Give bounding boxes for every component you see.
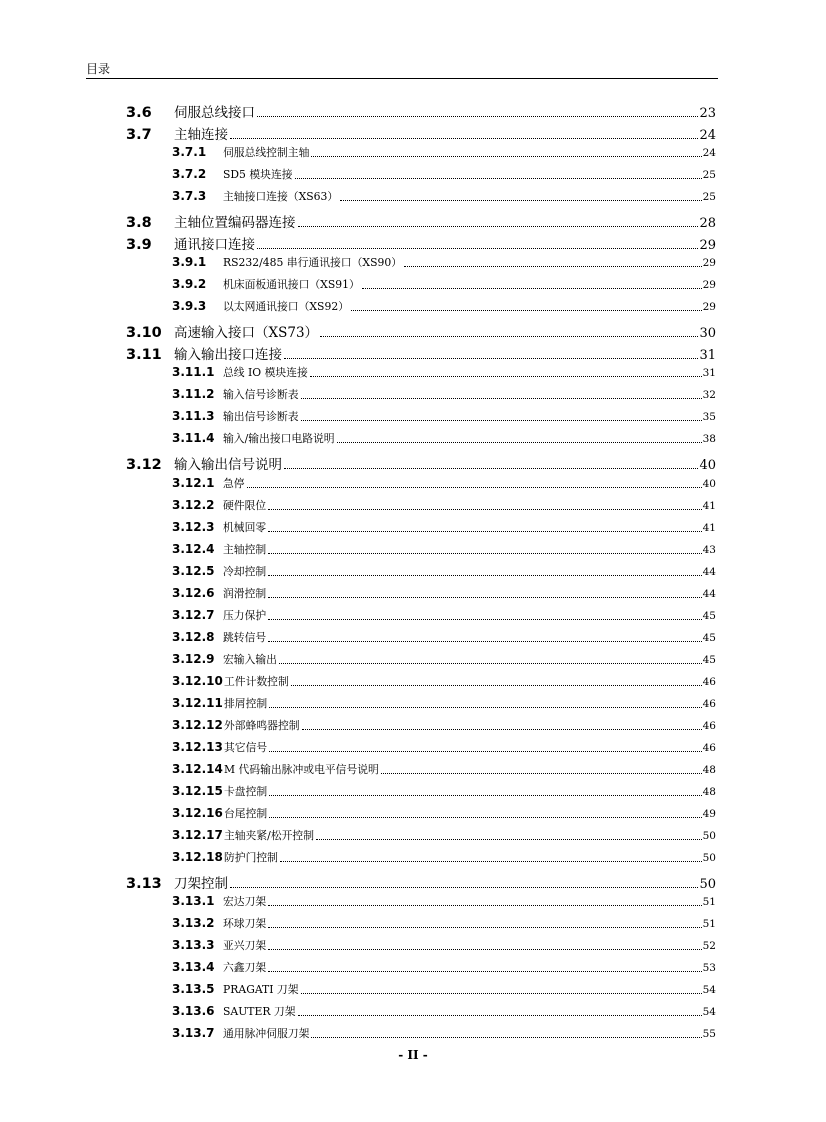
dot-leader [340,199,701,201]
dot-leader [268,596,701,598]
dot-leader [316,838,702,840]
toc-entry-title: 通讯接口连接 [174,237,255,254]
toc-section-entry[interactable] [126,233,716,253]
toc-entry-number: 3.12.14 [172,761,223,776]
toc-entry-number: 3.13.1 [172,894,215,909]
toc-entry-number: 3.9 [126,237,152,254]
toc-entry-title: 高速输入接口（XS73） [174,325,319,342]
toc-entry-page: 23 [699,106,716,121]
dot-leader [268,904,701,906]
toc-subsection-entry[interactable] [172,652,716,667]
toc-entry-title: 防护门控制 [224,851,278,865]
toc-entry-page: 48 [702,785,716,798]
toc-subsection-entry[interactable] [172,387,716,402]
dot-leader [311,1036,701,1038]
toc-entry-title: 伺服总线接口 [174,105,255,121]
toc-entry-page: 50 [702,829,716,842]
toc-entry-page: 29 [702,301,716,314]
toc-subsection-entry[interactable] [172,740,716,755]
toc-entry-title: 输入输出接口连接 [174,347,282,364]
toc-entry-title: 润滑控制 [223,586,267,600]
toc-entry-page: 29 [702,279,716,292]
page-header [86,58,718,79]
dot-leader [257,115,698,117]
dot-leader [302,728,702,730]
toc-entry-page: 46 [702,741,716,754]
toc-entry-title: PRAGATI 刀架 [223,983,299,997]
toc-section-entry[interactable] [126,453,716,473]
toc-entry-title: 宏达刀架 [223,895,267,909]
toc-entry-page: 45 [702,631,716,644]
toc-subsection-entry[interactable] [172,277,716,292]
toc-entry-number: 3.12.3 [172,519,215,534]
toc-subsection-entry[interactable] [172,299,716,314]
toc-entry-number: 3.12.18 [172,850,223,865]
toc-entry-title: 输入输出信号说明 [174,457,282,474]
toc-entry-page: 38 [702,433,716,446]
toc-entry-number: 3.12.11 [172,695,223,710]
toc-subsection-entry[interactable] [172,409,716,424]
toc-subsection-entry[interactable] [172,586,716,601]
toc-entry-title: 六鑫刀架 [223,961,267,975]
dot-leader [268,574,701,576]
dot-leader [284,357,698,359]
toc-entry-number: 3.11.2 [172,387,215,402]
toc-entry-page: 55 [702,1028,716,1041]
toc-entry-title: 伺服总线控制主轴 [223,146,310,160]
toc-entry-page: 51 [702,896,716,909]
dot-leader [268,948,701,950]
toc-subsection-entry[interactable] [172,916,716,931]
toc-entry-number: 3.11 [126,347,162,364]
toc-subsection-entry[interactable] [172,1004,716,1019]
toc-entry-number: 3.13.3 [172,938,215,953]
dot-leader [298,225,699,227]
toc-entry-number: 3.12.5 [172,563,215,578]
toc-entry-page: 46 [702,675,716,688]
toc-entry-page: 32 [702,389,716,402]
toc-subsection-entry[interactable] [172,255,716,270]
toc-entry-title: 其它信号 [224,740,268,754]
toc-entry-page: 46 [702,719,716,732]
toc-entry-title: 机械回零 [223,520,267,534]
toc-entry-title: 硬件限位 [223,498,267,512]
toc-subsection-entry[interactable] [172,718,716,733]
toc-entry-number: 3.12.17 [172,827,223,842]
dot-leader [269,706,701,708]
toc-entry-title: SAUTER 刀架 [223,1005,296,1019]
header-title: 目录 [86,62,111,76]
toc-entry-title: 以太网通讯接口（XS92） [223,300,349,314]
toc-entry-title: SD5 模块连接 [223,168,293,182]
toc-entry-title: 跳转信号 [223,630,267,644]
toc-entry-number: 3.12.10 [172,673,223,688]
toc-entry-number: 3.13 [126,876,162,893]
toc-subsection-entry[interactable] [172,960,716,975]
toc-subsection-entry[interactable] [172,674,716,689]
toc-entry-page: 44 [702,565,716,578]
toc-entry-page: 54 [702,1006,716,1019]
toc-entry-number: 3.7.1 [172,145,207,160]
toc-entry-title: 压力保护 [223,608,267,622]
dot-leader [301,992,702,994]
dot-leader [351,309,702,311]
toc-entry-number: 3.13.7 [172,1026,215,1041]
toc-entry-page: 45 [702,609,716,622]
dot-leader [301,419,702,421]
toc-subsection-entry[interactable] [172,189,716,204]
toc-entry-page: 45 [702,653,716,666]
toc-entry-title: 主轴控制 [223,542,267,556]
toc-entry-page: 31 [699,348,716,364]
toc-subsection-entry[interactable] [172,365,716,380]
dot-leader [269,794,701,796]
toc-entry-number: 3.12.1 [172,475,215,490]
toc-entry-number: 3.12.2 [172,497,215,512]
toc-subsection-entry[interactable] [172,894,716,909]
toc-subsection-entry[interactable] [172,608,716,623]
dot-leader [268,508,701,510]
toc-subsection-entry[interactable] [172,476,716,491]
dot-leader [269,750,701,752]
toc-entry-number: 3.12.15 [172,783,223,798]
toc-entry-number: 3.8 [126,215,152,232]
dot-leader [301,397,702,399]
toc-entry-page: 49 [702,807,716,820]
toc-entry-number: 3.7.3 [172,189,207,204]
toc-subsection-entry[interactable] [172,542,716,557]
toc-entry-title: 急停 [223,476,245,490]
dot-leader [298,1014,702,1016]
toc-entry-page: 48 [702,763,716,776]
toc-entry-title: 主轴夹紧/松开控制 [224,828,315,842]
dot-leader [268,970,701,972]
toc-entry-page: 25 [702,191,716,204]
dot-leader [295,177,702,179]
toc-entry-title: 冷却控制 [223,564,267,578]
toc-entry-page: 24 [702,147,716,160]
toc-entry-title: 主轴连接 [174,127,228,144]
toc-entry-title: 刀架控制 [174,876,228,893]
toc-entry-title: 主轴位置编码器连接 [174,215,296,232]
toc-entry-title: 亚兴刀架 [223,939,267,953]
toc-entry-title: 外部蜂鸣器控制 [224,718,300,732]
toc-entry-page: 52 [702,940,716,953]
toc-subsection-entry[interactable] [172,784,716,799]
toc-subsection-entry[interactable] [172,828,716,843]
toc-entry-page: 40 [699,458,716,474]
toc-entry-number: 3.11.1 [172,365,215,380]
toc-entry-number: 3.7.2 [172,167,207,182]
dot-leader [404,265,702,267]
dot-leader [268,640,701,642]
toc-entry-page: 29 [702,257,716,270]
toc-entry-number: 3.12.8 [172,629,215,644]
toc-entry-number: 3.13.6 [172,1004,215,1019]
dot-leader [247,486,702,488]
toc-entry-number: 3.13.4 [172,960,215,975]
toc-entry-title: 排屑控制 [224,696,268,710]
dot-leader [230,886,698,888]
dot-leader [310,375,702,377]
toc-entry-page: 28 [699,216,716,232]
toc-entry-page: 31 [702,367,716,380]
toc-section-entry[interactable] [126,123,716,143]
toc-entry-page: 35 [702,411,716,424]
toc-entry-title: 输入/输出接口电路说明 [223,432,335,446]
dot-leader [280,860,702,862]
dot-leader [320,335,698,337]
toc-entry-number: 3.12 [126,457,162,474]
toc-subsection-entry[interactable] [172,938,716,953]
toc-entry-title: 总线 IO 模块连接 [223,366,308,380]
toc-entry-title: 卡盘控制 [224,784,268,798]
toc-entry-number: 3.12.16 [172,805,223,820]
toc-entry-title: RS232/485 串行通讯接口（XS90） [223,256,403,270]
toc-entry-number: 3.12.4 [172,541,215,556]
toc-subsection-entry[interactable] [172,167,716,182]
toc-section-entry[interactable] [126,101,716,121]
toc-subsection-entry[interactable] [172,145,716,160]
toc-entry-page: 51 [702,918,716,931]
toc-section-entry[interactable] [126,343,716,363]
toc-entry-title: 输出信号诊断表 [223,410,299,424]
dot-leader [230,137,698,139]
toc-entry-page: 25 [702,169,716,182]
toc-subsection-entry[interactable] [172,982,716,997]
toc-entry-title: 机床面板通讯接口（XS91） [223,278,360,292]
toc-entry-page: 50 [699,877,716,893]
toc-entry-page: 46 [702,697,716,710]
dot-leader [279,662,702,664]
dot-leader [268,530,701,532]
toc-entry-number: 3.12.12 [172,717,223,732]
toc-entry-title: 通用脉冲伺服刀架 [223,1027,310,1041]
toc-entry-title: 工件计数控制 [224,674,289,688]
toc-entry-number: 3.12.7 [172,607,215,622]
toc-entry-number: 3.13.2 [172,916,215,931]
toc-entry-number: 3.9.1 [172,255,207,270]
toc-subsection-entry[interactable] [172,806,716,821]
dot-leader [362,287,702,289]
toc-subsection-entry[interactable] [172,696,716,711]
toc-entry-page: 41 [702,499,716,512]
dot-leader [291,684,702,686]
toc-entry-title: M 代码输出脉冲或电平信号说明 [224,762,379,776]
dot-leader [268,926,701,928]
toc-subsection-entry[interactable] [172,564,716,579]
toc-entry-title: 环球刀架 [223,917,267,931]
toc-entry-title: 主轴接口连接（XS63） [223,190,339,204]
toc-entry-title: 宏输入输出 [223,652,277,666]
toc-entry-number: 3.13.5 [172,982,215,997]
toc-entry-page: 30 [699,326,716,342]
toc-section-entry[interactable] [126,321,716,341]
toc-entry-page: 53 [702,962,716,975]
dot-leader [337,441,702,443]
dot-leader [268,618,701,620]
toc-entry-number: 3.12.9 [172,651,215,666]
toc-entry-number: 3.11.4 [172,431,215,446]
toc-entry-title: 输入信号诊断表 [223,388,299,402]
dot-leader [311,155,701,157]
toc-subsection-entry[interactable] [172,762,716,777]
dot-leader [269,816,701,818]
toc-entry-page: 54 [702,984,716,997]
toc-section-entry[interactable] [126,872,716,892]
dot-leader [268,552,701,554]
dot-leader [381,772,702,774]
toc-entry-number: 3.9.2 [172,277,207,292]
toc-entry-page: 29 [699,238,716,254]
toc-subsection-entry[interactable] [172,850,716,865]
toc-entry-number: 3.10 [126,325,162,342]
toc-entry-page: 43 [702,543,716,556]
toc-entry-page: 41 [702,521,716,534]
toc-entry-page: 40 [702,477,716,490]
toc-subsection-entry[interactable] [172,498,716,513]
toc-entry-number: 3.12.6 [172,585,215,600]
dot-leader [257,247,698,249]
dot-leader [284,467,698,469]
toc-entry-page: 44 [702,587,716,600]
toc-section-entry[interactable] [126,211,716,231]
toc-entry-number: 3.11.3 [172,409,215,424]
toc-entry-page: 50 [702,852,716,865]
toc-subsection-entry[interactable] [172,431,716,446]
page-number: - II - [398,1048,428,1062]
toc-entry-number: 3.9.3 [172,299,207,314]
toc-entry-number: 3.12.13 [172,739,223,754]
toc-subsection-entry[interactable] [172,520,716,535]
toc-entry-page: 24 [699,128,716,144]
toc-entry-number: 3.7 [126,127,152,144]
toc-entry-number: 3.6 [126,105,152,121]
toc-subsection-entry[interactable] [172,1026,716,1041]
toc-entry-title: 台尾控制 [224,806,268,820]
toc-subsection-entry[interactable] [172,630,716,645]
